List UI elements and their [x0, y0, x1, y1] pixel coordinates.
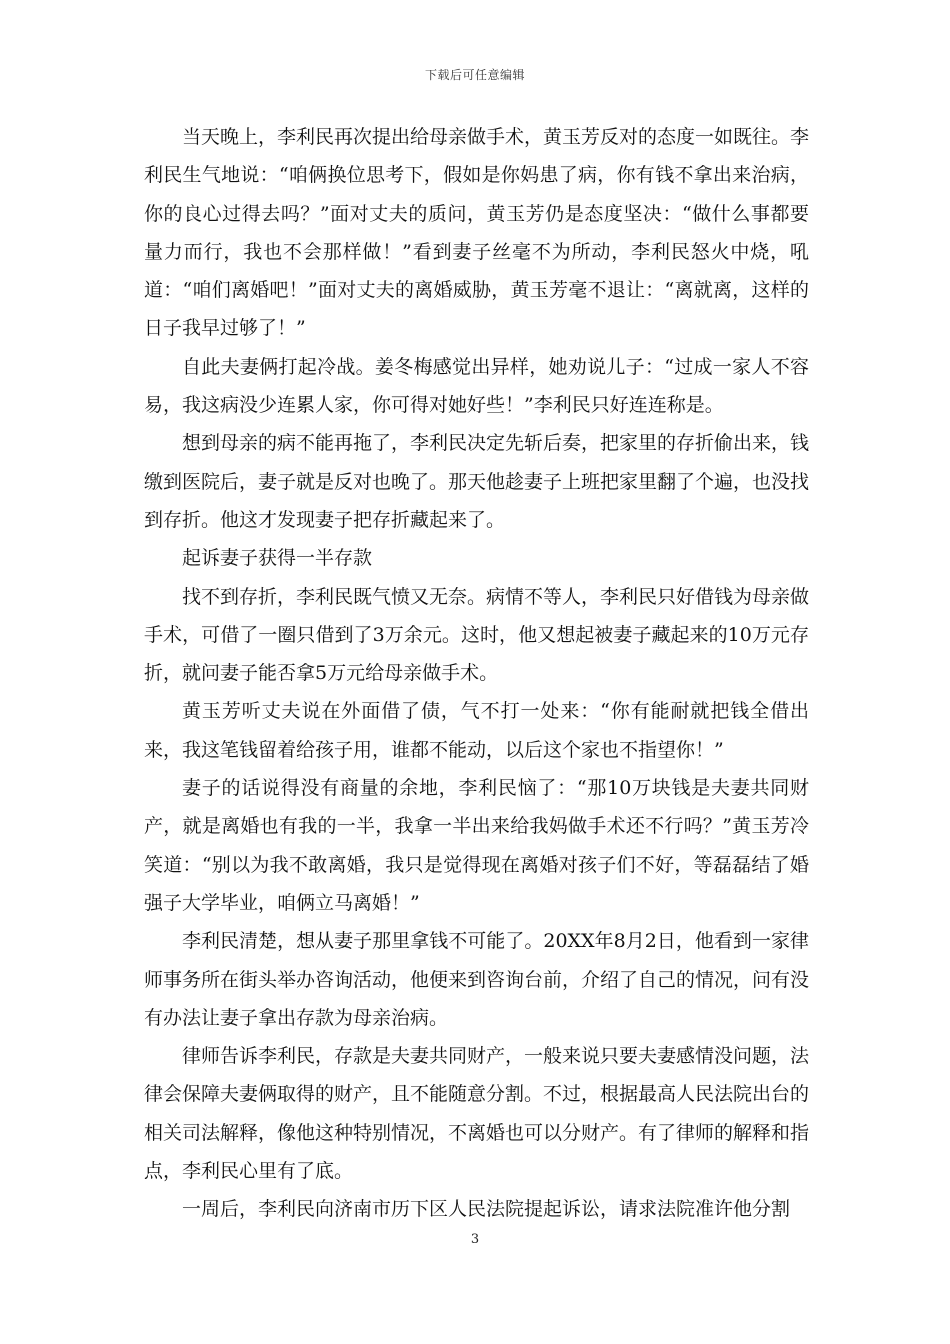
page-header: 下载后可任意编辑	[424, 68, 525, 82]
paragraph: 找不到存折，李利民既气愤又无奈。病情不等人，李利民只好借钱为母亲做手术，可借了一圈只借到了3万余元。这时，他又想起被妻子藏起来的10万元存折，就问妻子能否拿5万元给母亲做手术。	[144, 585, 810, 685]
paragraph: 黄玉芳听丈夫说在外面借了债，气不打一处来：“你有能耐就把钱全借出来，我这笔钱留着给孩子用，谁都不能动，以后这个家也不指望你！”	[144, 700, 809, 761]
paragraph: 李利民清楚，想从妻子那里拿钱不可能了。20XX年8月2日，他看到一家律师事务所在街头举办咨询活动，他便来到咨询台前，介绍了自己的情况，问有没有办法让妻子拿出存款为母亲治病。	[144, 930, 810, 1029]
document-body	[144, 118, 809, 1229]
paragraph: 一周后，李利民向济南市历下区人民法院提起诉讼，请求法院准许他分割	[182, 1198, 791, 1221]
paragraph: 自此夫妻俩打起冷战。姜冬梅感觉出异样，她劝说儿子：“过成一家人不容易，我这病没少连累人家，你可得对她好些！”李利民只好连连称是。	[144, 355, 809, 417]
paragraph: 律师告诉李利民，存款是夫妻共同财产，一般来说只要夫妻感情没问题，法律会保障夫妻俩取得的财产，且不能随意分割。不过，根据最高人民法院出台的相关司法解释，像他这种特别情况，不离婚也可以分财产。有了律师的解释和指点，李利民心里有了底。	[144, 1045, 810, 1183]
section-heading: 起诉妻子获得一半存款	[182, 547, 373, 570]
paragraph: 想到母亲的病不能再拖了，李利民决定先斩后奏，把家里的存折偷出来，钱缴到医院后，妻子就是反对也晚了。那天他趁妻子上班把家里翻了个遍，也没找到存折。他这才发现妻子把存折藏起来了。	[144, 432, 810, 531]
paragraph: 妻子的话说得没有商量的余地，李利民恼了：“那10万块钱是夫妻共同财产，就是离婚也有我的一半，我拿一半出来给我妈做手术还不行吗？”黄玉芳冷笑道：“别以为我不敢离婚，我只是觉得现在离婚对孩子们不好，等磊磊结了婚强子大学毕业，咱俩立马离婚！”	[144, 777, 809, 914]
page-number: 3	[470, 1232, 480, 1247]
paragraph: 当天晚上，李利民再次提出给母亲做手术，黄玉芳反对的态度一如既往。李利民生气地说：“咱俩换位思考下，假如是你妈患了病，你有钱不拿出来治病，你的良心过得去吗？”面对丈夫的质问，黄玉芳仍是态度坚决：“做什么事都要量力而行，我也不会那样做！”看到妻子丝毫不为所动，李利民怒火中烧，吼道：“咱们离婚吧！”面对丈夫的离婚威胁，黄玉芳毫不退让：“离就离，这样的日子我早过够了！”	[144, 126, 810, 340]
